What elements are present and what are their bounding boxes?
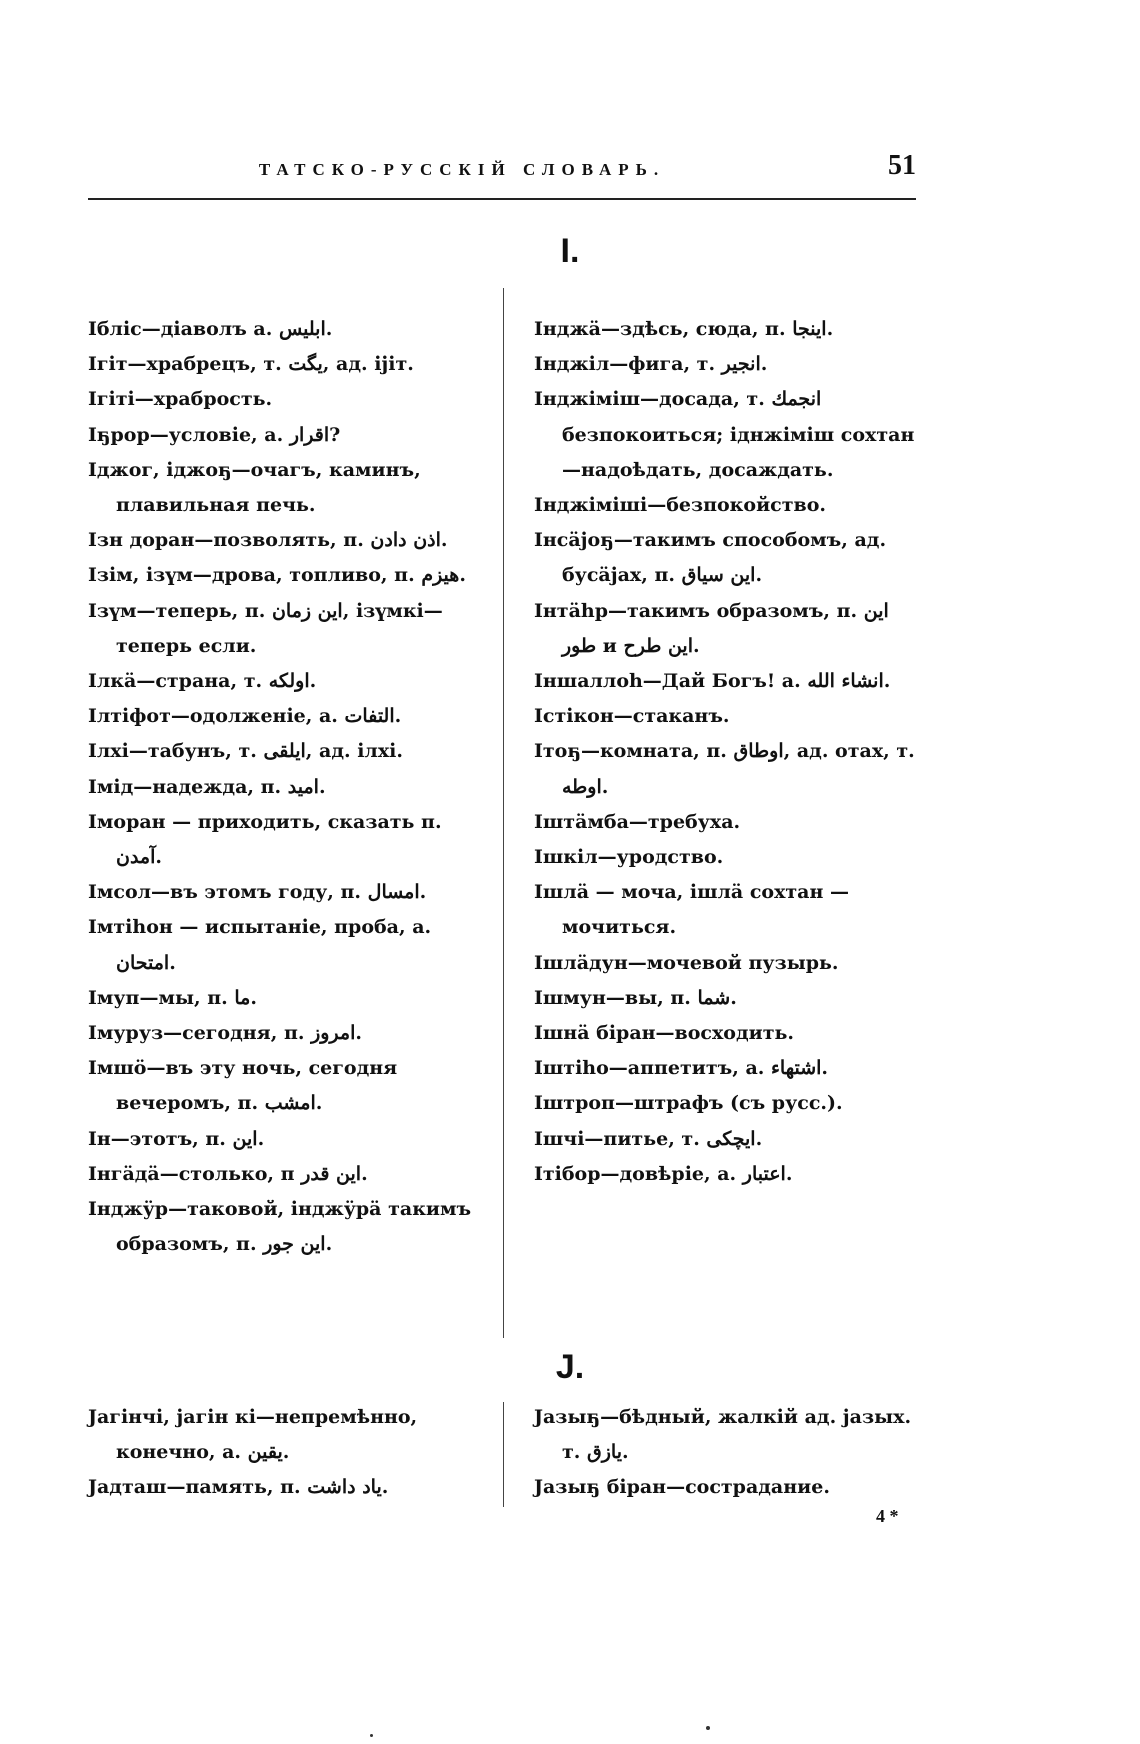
dictionary-entry: Ігіт—храбрецъ, т. يگت, ад. ijiт. [88,353,414,376]
dictionary-entry: Ішкіл—уродство. [534,846,724,869]
dictionary-entry: Іншаллоһ—Дай Богъ! а. انشاء الله. [534,670,891,693]
dictionary-entry: Інджіл—фига, т. انجير. [534,353,768,376]
dictionary-entry: Jадташ—память, п. ياد داشت. [88,1476,389,1499]
dictionary-entry: Ішмун—вы, п. شما. [534,986,737,1009]
dictionary-entry: Ігіті—храбрость. [88,388,273,411]
dictionary-entry: Ін—этотъ, п. اين. [88,1127,265,1150]
page-number: 51 [888,150,916,181]
dictionary-entry: Ілтіфот—одолженіе, а. التفات. [88,705,402,728]
dictionary-entry: Імуп—мы, п. ما. [88,986,257,1009]
column-divider-j [503,1402,504,1507]
dictionary-entry: Ішнä біран—восходить. [534,1022,795,1045]
dictionary-entry: Імшö—въ эту ночь, сегодня вечеромъ, п. امشب. [88,1057,398,1115]
dictionary-entry: Імід—надежда, п. اميد. [88,775,326,798]
print-speck [370,1734,373,1737]
signature-mark: 4 * [876,1506,899,1526]
dictionary-entry: Іҕрор—условіе, а. اقرار? [88,423,341,446]
section-heading-i: I. [560,232,580,270]
dictionary-entry: Інтäһр—такимъ образомъ, п. اين طور и اين طرح. [534,599,889,657]
dictionary-entry: Ішлäдун—мочевой пузырь. [534,951,839,974]
dictionary-entry: Ітібор—довѣріе, а. اعتبار. [534,1162,793,1185]
section-i-right-column [534,312,917,1192]
column-divider-i [503,288,504,1338]
dictionary-entry: Ішлä — моча, ішлä сохтан — мочиться. [534,881,850,939]
dictionary-entry: Ізім, ізүм—дрова, топливо, п. هيزم. [88,564,466,587]
section-j-left-column [88,1400,472,1506]
dictionary-entry: Іджог, іджоҕ—очагъ, каминъ, плавильная печь. [88,458,421,517]
dictionary-entry: Інсäjоҕ—такимъ способомъ, ад. бусäjах, п. اين سياق. [534,529,887,587]
dictionary-entry: Іморан — приходить, сказать п. آمدن. [88,810,442,869]
dictionary-entry: Ібліс—діаволъ а. ابليس. [88,318,333,340]
dictionary-entry: Іштіһо—аппетитъ, а. اشتهاء. [534,1057,829,1080]
page-header [88,150,916,200]
dictionary-entry: Ізн доран—позволять, п. اذن دادن. [88,529,448,552]
running-title: ТАТСКО-РУССКІЙ СЛОВАРЬ. [258,160,666,179]
dictionary-entry: Jазыҕ біран—сострадание. [534,1476,830,1499]
dictionary-entry: Ізүм—теперь, п. اين زمان, ізүмкі—теперь если. [88,599,443,657]
section-heading-j: J. [555,1348,585,1386]
dictionary-entry: Jазыҕ—бѣдный, жалкій ад. jазых. т. يازق. [534,1406,912,1464]
dictionary-entry: Інджӱр—таковой, інджӱрä такимъ образомъ, п. اين جور. [88,1198,472,1256]
dictionary-entry: Інджіміш—досада, т. انجمك безпокоиться; іднжіміш сохтан—надоѣдать, досаждать. [534,388,915,481]
dictionary-entry: Ілхі—табунъ, т. ايلقى, ад. ілхі. [88,740,403,763]
dictionary-entry: Іштроп—штрафъ (съ русс.). [534,1092,843,1115]
dictionary-entry: Істікон—стаканъ. [534,705,730,728]
dictionary-entry: Імтіһон — испытаніе, проба, а. امتحان. [88,916,432,974]
dictionary-entry: Ілкä—страна, т. اولكه. [88,670,317,693]
dictionary-entry: Ітоҕ—комната, п. اوطاق, ад. отах, т. اوطه. [534,740,915,798]
dictionary-entry: Jагінчі, jагін кі—непремѣнно, конечно, а. يقين. [88,1406,418,1464]
dictionary-entry: Іштäмба—требуха. [534,810,741,833]
dictionary-entry: Імуруз—сегодня, п. امروز. [88,1022,362,1045]
dictionary-entry: Інгäдä—столько, п اين قدر. [88,1162,368,1185]
dictionary-entry: Інджіміші—безпокойство. [534,494,827,517]
dictionary-entry: Інджä—здѣсь, сюда, п. اينجا. [534,318,834,340]
section-j-right-column [534,1400,917,1506]
section-i-left-column [88,312,472,1262]
print-speck [706,1726,710,1730]
dictionary-entry: Ішчі—питье, т. ايچكى. [534,1127,763,1150]
dictionary-entry: Імсол—въ этомъ году, п. امسال. [88,881,427,904]
